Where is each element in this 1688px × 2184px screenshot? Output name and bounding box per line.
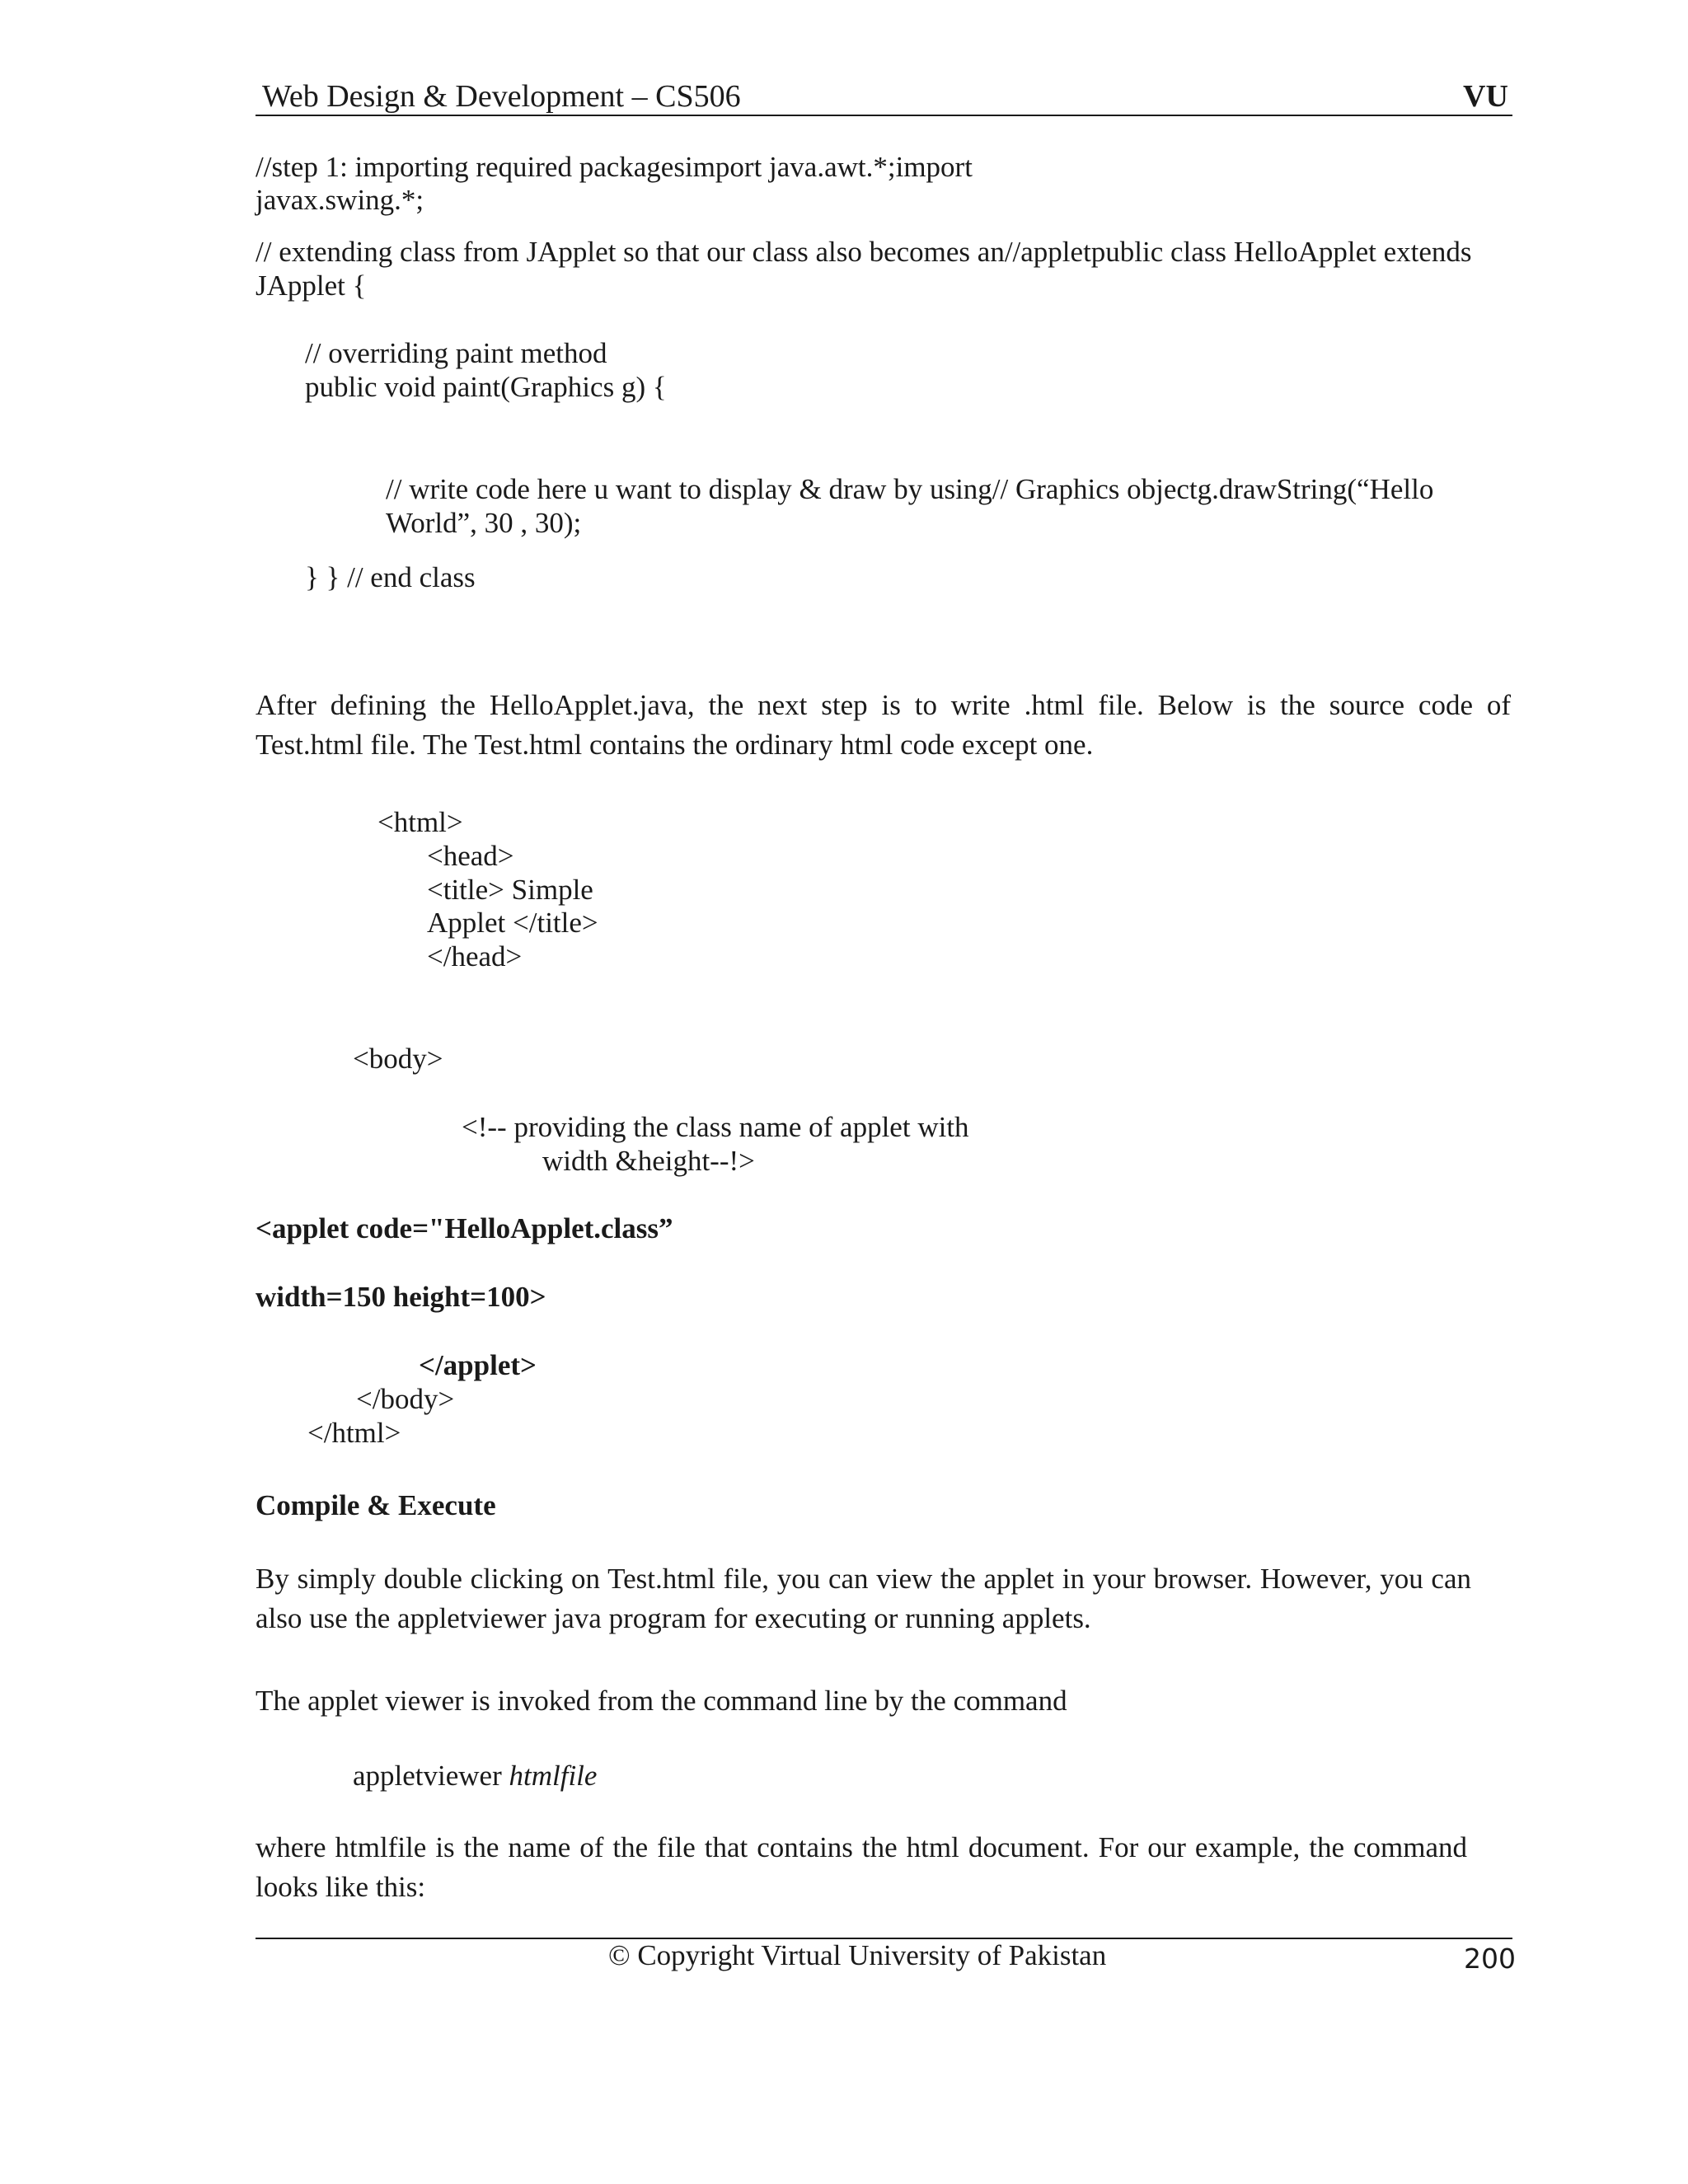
- body-paragraph: By simply double clicking on Test.html file, you can view the applet in your browser. However, you can also use the appletviewer java program for executing or running applets.: [256, 1563, 1471, 1634]
- html-code-line: <applet code="HelloApplet.class”: [256, 1212, 673, 1244]
- page-number: 200: [1464, 1943, 1516, 1975]
- html-code-line: width=150 height=100>: [256, 1281, 546, 1313]
- html-code-line: <head>: [427, 840, 514, 872]
- code-line: // write code here u want to display & draw by using// Graphics objectg.drawString(“Hello: [386, 473, 1434, 505]
- command-line: [353, 1759, 597, 1793]
- html-code-line: <body>: [353, 1043, 443, 1075]
- code-line: JApplet {: [256, 269, 367, 302]
- html-code-line: Applet </title>: [427, 907, 598, 939]
- code-line: } } // end class: [305, 561, 476, 593]
- code-line: // overriding paint method: [305, 337, 607, 369]
- header-rule: [256, 115, 1512, 116]
- code-line: javax.swing.*;: [256, 184, 424, 216]
- command-argument: htmlfile: [509, 1760, 598, 1792]
- html-code-line: <title> Simple: [427, 874, 593, 906]
- html-code-line: </applet>: [419, 1349, 537, 1381]
- html-code-line: width &height--!>: [542, 1145, 755, 1177]
- code-line: //step 1: importing required packagesimport java.awt.*;import: [256, 151, 973, 183]
- command-program: appletviewer: [353, 1760, 502, 1792]
- html-code-line: <html>: [377, 806, 463, 838]
- header-org: VU: [1463, 79, 1508, 114]
- footer-copyright: © Copyright Virtual University of Pakistan: [608, 1939, 1107, 1971]
- body-paragraph: The applet viewer is invoked from the command line by the command: [256, 1685, 1067, 1717]
- code-line: public void paint(Graphics g) {: [305, 371, 667, 403]
- body-paragraph: where htmlfile is the name of the file that contains the html document. For our example, the command looks like this:: [256, 1831, 1467, 1903]
- body-paragraph: After defining the HelloApplet.java, the next step is to write .html file. Below is the source code of Test.html file. The Test.html contains the ordinary html code except one.: [256, 689, 1511, 761]
- html-code-line: </html>: [307, 1417, 401, 1449]
- html-code-line: </body>: [356, 1383, 455, 1415]
- html-code-line: </head>: [427, 940, 523, 972]
- header-title: Web Design & Development – CS506: [262, 79, 741, 114]
- section-heading: Compile & Execute: [256, 1489, 496, 1521]
- code-line: // extending class from JApplet so that our class also becomes an//appletpublic class HelloApplet extends: [256, 236, 1472, 268]
- html-code-line: <!-- providing the class name of applet with: [462, 1111, 969, 1143]
- code-line: World”, 30 , 30);: [386, 507, 582, 539]
